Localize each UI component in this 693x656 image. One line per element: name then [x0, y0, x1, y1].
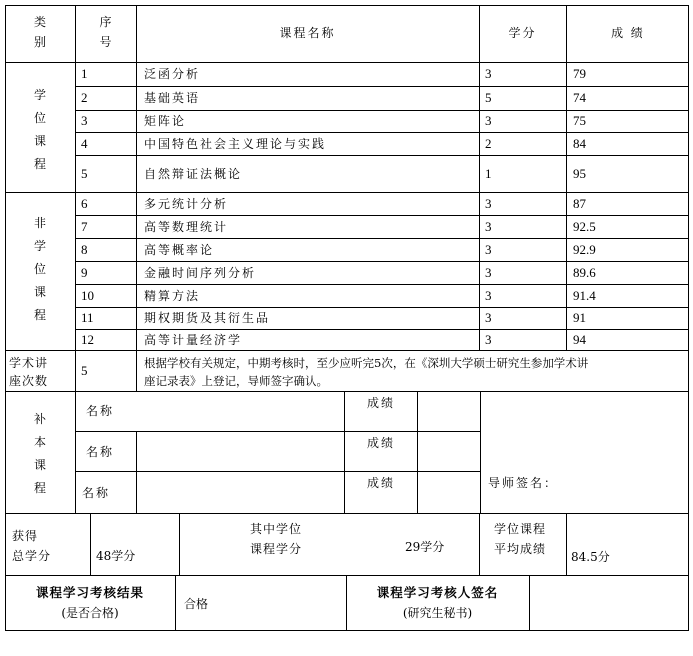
course-credit: 3 — [485, 242, 492, 257]
course-name: 基础英语 — [144, 91, 201, 105]
course-name: 中国特色社会主义理论与实践 — [144, 137, 327, 151]
course-score: 95 — [573, 166, 586, 181]
degree-average-label-line2: 平均成绩 — [494, 542, 547, 556]
lectures-note-line1: 根据学校有关规定，中期考核时，至少应听完5次，在《深圳大学硕士研究生参加学术讲 — [144, 356, 589, 370]
course-name: 泛函分析 — [144, 67, 201, 81]
header-seq: 序 号 — [99, 15, 112, 49]
course-credit: 3 — [485, 219, 492, 234]
header-credit: 学分 — [508, 26, 537, 40]
course-seq: 3 — [81, 113, 88, 128]
assessment-signer-sub: (研究生秘书) — [402, 606, 473, 620]
course-score: 89.6 — [573, 265, 596, 280]
course-seq: 6 — [81, 196, 88, 211]
total-credits-label — [12, 526, 51, 566]
course-seq: 10 — [81, 288, 94, 303]
course-name: 高等数理统计 — [144, 220, 229, 234]
assessment-result-value: 合格 — [184, 597, 209, 611]
course-score: 87 — [573, 196, 586, 211]
makeup-courses-label: 补 本 课 程 — [33, 412, 46, 495]
course-credit: 3 — [485, 310, 492, 325]
degree-average-label — [494, 519, 546, 559]
course-credit: 3 — [485, 265, 492, 280]
course-seq: 7 — [81, 219, 88, 234]
course-score: 79 — [573, 66, 586, 81]
course-credit: 5 — [485, 90, 492, 105]
course-score: 74 — [573, 90, 586, 105]
makeup-score-label: 成绩 — [367, 476, 396, 490]
course-score: 92.5 — [573, 219, 596, 234]
course-seq: 12 — [81, 332, 94, 347]
lectures-note — [144, 354, 686, 390]
course-seq: 8 — [81, 242, 88, 257]
course-score: 92.9 — [573, 242, 596, 257]
course-score: 84 — [573, 136, 586, 151]
course-credit: 1 — [485, 166, 492, 181]
total-credits-label-line2: 总学分 — [12, 549, 52, 563]
degree-average-value: 84.5分 — [571, 550, 610, 564]
course-name: 高等概率论 — [144, 243, 215, 257]
header-score: 成 绩 — [611, 26, 643, 40]
course-name: 高等计量经济学 — [144, 333, 243, 347]
makeup-score-label: 成绩 — [367, 396, 396, 410]
advisor-signature-label: 导师签名： — [488, 476, 559, 490]
course-credit: 2 — [485, 136, 492, 151]
course-name: 自然辩证法概论 — [144, 167, 243, 181]
assessment-signer-label: 课程学习考核人签名 — [376, 585, 499, 600]
total-credits-label-line1: 获得 — [12, 529, 39, 543]
course-seq: 1 — [81, 66, 88, 81]
course-credit: 3 — [485, 113, 492, 128]
course-seq: 11 — [81, 310, 94, 325]
degree-credits-value: 29学分 — [405, 540, 445, 554]
degree-average-label-line1: 学位课程 — [494, 522, 547, 536]
course-seq: 4 — [81, 136, 88, 151]
assessment-result-sub: (是否合格) — [61, 606, 119, 620]
course-score: 91 — [573, 310, 586, 325]
course-seq: 5 — [81, 166, 88, 181]
makeup-name-label: 名称 — [86, 445, 115, 459]
course-credit: 3 — [485, 66, 492, 81]
course-name: 期权期货及其衍生品 — [144, 311, 271, 325]
makeup-name-label: 名称 — [86, 404, 115, 418]
course-credit: 3 — [485, 196, 492, 211]
lectures-label — [9, 354, 48, 390]
degree-credits-label-line2: 课程学分 — [250, 542, 303, 556]
degree-courses-label: 学 位 课 程 — [33, 88, 46, 171]
course-name: 精算方法 — [144, 289, 201, 303]
lectures-label-line1: 学术讲 — [9, 356, 49, 370]
course-seq: 2 — [81, 90, 88, 105]
course-credit: 3 — [485, 288, 492, 303]
course-credit: 3 — [485, 332, 492, 347]
header-category: 类 别 — [33, 15, 46, 49]
non-degree-courses-label: 非 学 位 课 程 — [33, 216, 46, 322]
course-name: 矩阵论 — [144, 114, 187, 128]
assessment-result-label: 课程学习考核结果 — [35, 585, 144, 600]
degree-credits-label-line1: 其中学位 — [250, 522, 303, 536]
course-score: 91.4 — [573, 288, 596, 303]
makeup-name-label: 名称 — [82, 486, 111, 500]
lectures-label-line2: 座次数 — [9, 374, 49, 388]
course-score: 75 — [573, 113, 586, 128]
lectures-count: 5 — [81, 363, 88, 378]
lectures-note-line2: 座记录表》上登记，导师签字确认。 — [144, 374, 328, 388]
course-name: 多元统计分析 — [144, 197, 229, 211]
course-seq: 9 — [81, 265, 88, 280]
total-credits-value: 48学分 — [96, 549, 136, 563]
makeup-score-label: 成绩 — [367, 436, 396, 450]
course-score: 94 — [573, 332, 586, 347]
course-name: 金融时间序列分析 — [144, 266, 257, 280]
degree-credits-label — [250, 519, 302, 559]
header-course-name: 课程名称 — [279, 26, 336, 40]
